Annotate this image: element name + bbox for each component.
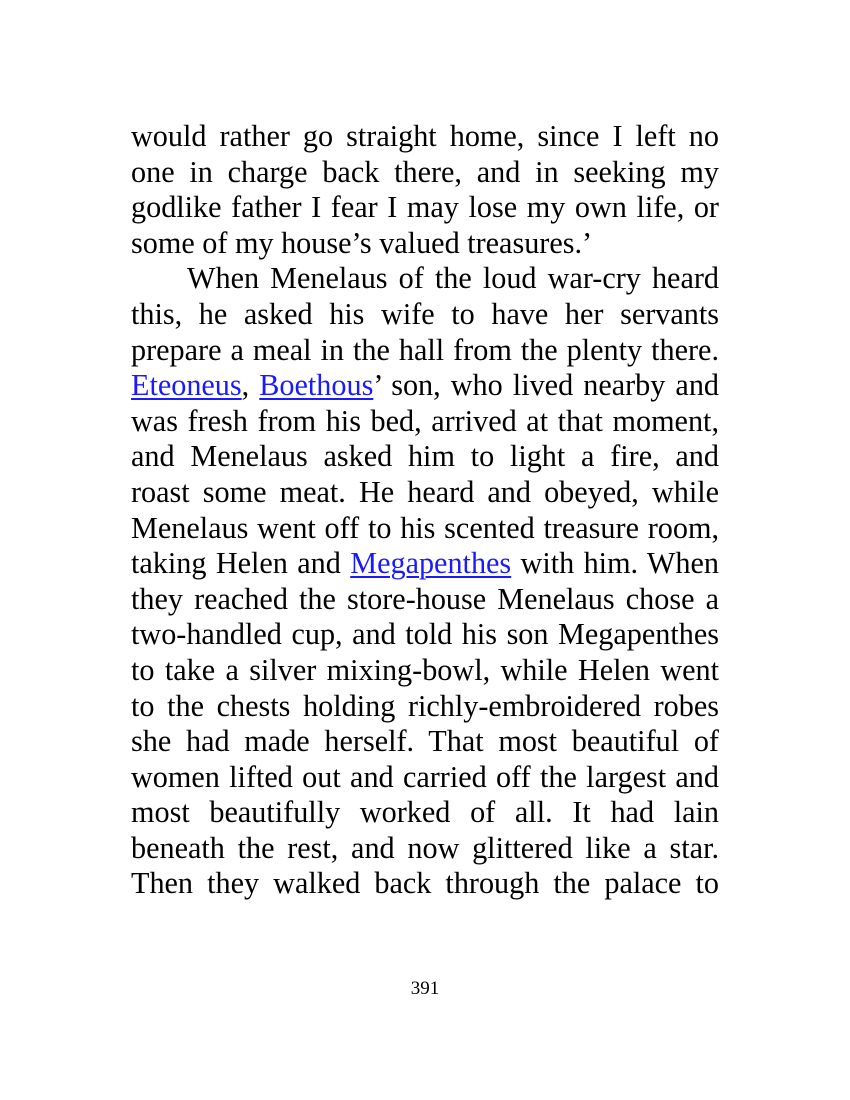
line-pre-text: taking Helen and: [131, 546, 351, 581]
line-rest-text: with him. When: [511, 546, 719, 581]
text-line-with-links: [131, 368, 719, 404]
text-line: Then they walked back through the palace to: [131, 866, 719, 901]
text-line: to the chests holding richly-embroidered robes: [131, 688, 719, 723]
body-text: [131, 119, 719, 902]
text-line: was fresh from his bed, arrived at that moment,: [131, 403, 719, 438]
text-line: she had made herself. That most beautiful of: [131, 724, 719, 759]
text-line: to take a silver mixing-bowl, while Helen went: [131, 652, 719, 687]
text-line: godlike father I fear I may lose my own life, or: [131, 190, 719, 225]
text-line: prepare a meal in the hall from the plenty there.: [131, 332, 719, 367]
text-line: roast some meat. He heard and obeyed, while: [131, 474, 719, 509]
text-line: Menelaus went off to his scented treasure room,: [131, 510, 719, 545]
text-line: some of my house’s valued treasures.’: [131, 225, 593, 260]
text-line: would rather go straight home, since I left no: [131, 119, 719, 153]
text-line: this, he asked his wife to have her servants: [131, 296, 719, 331]
separator-text: ,: [241, 368, 260, 403]
text-line: beneath the rest, and now glittered like a star.: [131, 830, 719, 865]
link-megapenthes[interactable]: Megapenthes: [350, 546, 512, 581]
text-line: When Menelaus of the loud war-cry heard: [187, 261, 719, 296]
line-rest-text: ’ son, who lived nearby and: [373, 368, 720, 403]
text-line: most beautifully worked of all. It had lain: [131, 795, 719, 830]
link-boethous[interactable]: Boethous: [259, 368, 374, 403]
link-eteoneus[interactable]: Eteoneus: [131, 368, 242, 403]
text-line: women lifted out and carried off the largest and: [131, 759, 719, 794]
page-number: 391: [410, 978, 440, 999]
text-line-with-link: [131, 546, 719, 582]
text-line: and Menelaus asked him to light a fire, and: [131, 439, 719, 474]
text-line: they reached the store-house Menelaus chose a: [131, 581, 719, 616]
text-line: one in charge back there, and in seeking my: [131, 154, 719, 189]
text-line: two-handled cup, and told his son Megapenthes: [131, 617, 719, 652]
